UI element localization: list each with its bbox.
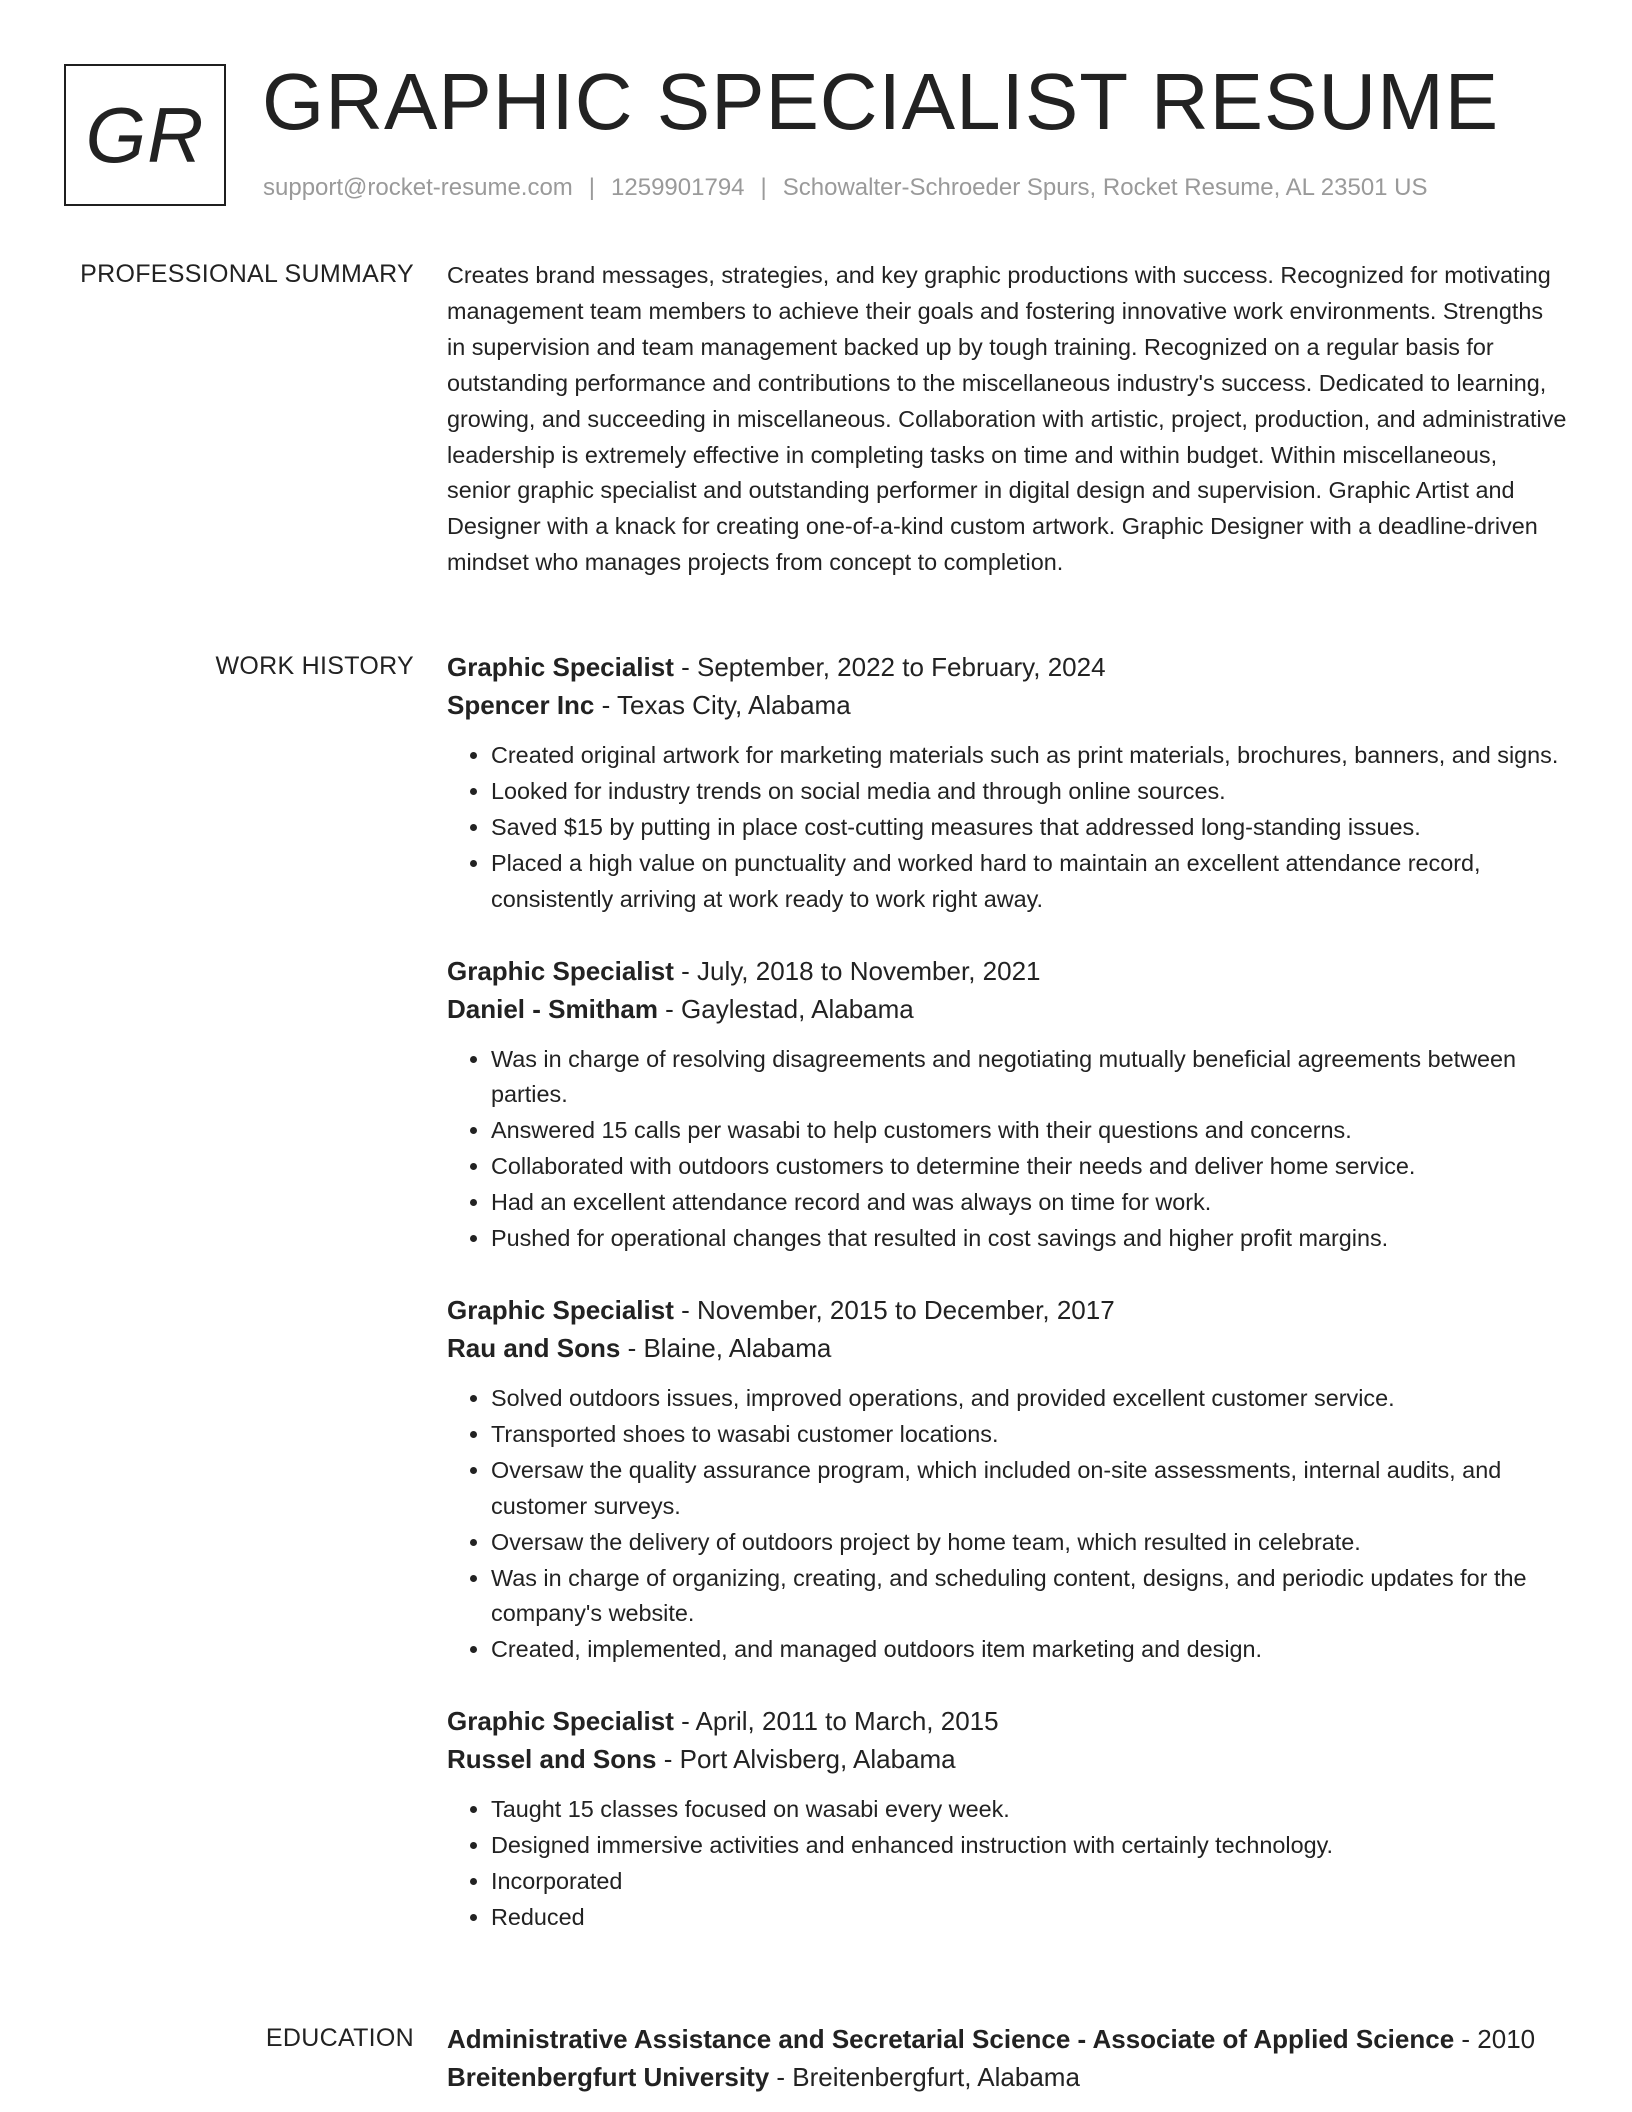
contact-separator: | [760, 174, 767, 201]
contact-email[interactable]: support@rocket-resume.com [263, 174, 573, 201]
job-company-line [447, 1329, 1567, 1367]
job-dates: - July, 2018 to November, 2021 [673, 955, 1041, 986]
job-company: Daniel - Smitham [447, 993, 658, 1024]
bullet-item: • Taught 15 classes focused on wasabi every week. [491, 1792, 1567, 1828]
bullet-item: • Pushed for operational changes that resulted in cost savings and higher profit margins. [491, 1221, 1567, 1257]
job-company: Spencer Inc [447, 690, 595, 720]
job-bullets [447, 738, 1567, 918]
section-label-education: EDUCATION [265, 2024, 414, 2052]
bullet-item: • Transported shoes to wasabi customer locations. [491, 1417, 1567, 1453]
job-dates: - November, 2015 to December, 2017 [673, 1294, 1115, 1325]
summary-body [447, 258, 1567, 581]
bullet-item: • Collaborated with outdoors customers to determine their needs and deliver home service. [491, 1149, 1567, 1185]
bullet-item: • Looked for industry trends on social media and through online sources. [491, 774, 1567, 810]
job-entry [447, 648, 1567, 918]
bullet-item: • Solved outdoors issues, improved operations, and provided excellent customer service. [491, 1381, 1567, 1417]
bullet-item: • Was in charge of resolving disagreements and negotiating mutually beneficial agreements between parties. [491, 1042, 1567, 1114]
monogram-badge: GR [64, 64, 226, 206]
job-location: - Gaylestad, Alabama [657, 993, 914, 1024]
job-entry [447, 1291, 1567, 1668]
job-title: Graphic Specialist [447, 1294, 674, 1325]
education-school: Breitenbergfurt University [447, 2062, 770, 2092]
work-history-body [447, 648, 1567, 1970]
section-label-work-history: WORK HISTORY [215, 652, 414, 680]
bullet-item: • Answered 15 calls per wasabi to help customers with their questions and concerns. [491, 1113, 1567, 1149]
bullet-item: • Had an excellent attendance record and was always on time for work. [491, 1185, 1567, 1221]
bullet-item: • Created original artwork for marketing materials such as print materials, brochures, banners, and signs. [491, 738, 1567, 774]
bullet-item: • Incorporated [491, 1864, 1567, 1900]
bullet-item: • Saved $15 by putting in place cost-cutting measures that addressed long-standing issues. [491, 810, 1567, 846]
education-location: - Breitenbergfurt, Alabama [769, 2062, 1080, 2092]
job-title-line [447, 648, 1567, 686]
job-bullets [447, 1792, 1567, 1936]
education-degree-line [447, 2020, 1567, 2058]
contact-separator: | [588, 174, 596, 201]
job-company-line [447, 686, 1567, 724]
resume-header [64, 57, 1592, 210]
job-company-line [447, 990, 1567, 1028]
bullet-item: • Oversaw the delivery of outdoors project by home team, which resulted in celebrate. [491, 1525, 1567, 1561]
bullet-item: • Created, implemented, and managed outdoors item marketing and design. [491, 1632, 1567, 1668]
job-title-line [447, 1702, 1567, 1740]
job-entry [447, 952, 1567, 1257]
job-location: - Texas City, Alabama [594, 690, 851, 720]
bullet-item: • Reduced [491, 1900, 1567, 1936]
job-title: Graphic Specialist [447, 652, 674, 682]
contact-address: Schowalter-Schroeder Spurs, Rocket Resume, AL 23501 US [782, 174, 1428, 201]
page-title: GRAPHIC SPECIALIST RESUME [262, 57, 1500, 146]
contact-phone[interactable]: 1259901794 [611, 174, 745, 201]
bullet-item: • Was in charge of organizing, creating, and scheduling content, designs, and periodic updates for the company's website. [491, 1561, 1567, 1633]
bullet-item: • Designed immersive activities and enhanced instruction with certainly technology. [491, 1828, 1567, 1864]
job-title-line [447, 1291, 1567, 1329]
education-body [447, 2020, 1567, 2096]
bullet-item: • Placed a high value on punctuality and worked hard to maintain an excellent attendance record, consistently arriving at work ready to work right away. [491, 846, 1567, 918]
job-bullets [447, 1381, 1567, 1668]
job-location: - Port Alvisberg, Alabama [656, 1744, 956, 1775]
bullet-item: • Oversaw the quality assurance program, which included on-site assessments, internal audits, and customer surveys. [491, 1453, 1567, 1525]
education-year: - 2010 [1454, 2024, 1536, 2054]
job-title: Graphic Specialist [447, 955, 674, 986]
section-label-summary: PROFESSIONAL SUMMARY [80, 260, 414, 288]
contact-line [263, 174, 1428, 203]
job-dates: - April, 2011 to March, 2015 [673, 1706, 999, 1737]
job-company-line [447, 1740, 1567, 1778]
job-company: Rau and Sons [447, 1332, 621, 1363]
education-degree: Administrative Assistance and Secretarial Science - Associate of Applied Science [447, 2024, 1455, 2054]
job-title: Graphic Specialist [447, 1706, 674, 1737]
education-school-line [447, 2058, 1567, 2096]
job-location: - Blaine, Alabama [620, 1332, 832, 1363]
job-entry [447, 1702, 1567, 1936]
job-dates: - September, 2022 to February, 2024 [673, 652, 1106, 682]
job-bullets [447, 1042, 1567, 1257]
job-company: Russel and Sons [447, 1744, 657, 1775]
summary-text: Creates brand messages, strategies, and key graphic productions with success. Recognized for motivating management team members to achieve their goals and fostering innovative work environments. Strengths in supervision and team management backed up by tough training. Recognized on a regular basis for outstanding performance and contributions to the miscellaneous industry's success. Dedicated to learning, growing, and succeeding in miscellaneous. Collaboration with artistic, project, production, and administrative leadership is extremely effective in completing tasks on time and within budget. Within miscellaneous, senior graphic specialist and outstanding performer in digital design and supervision. Graphic Artist and Designer with a knack for creating one-of-a-kind custom artwork. Graphic Designer with a deadline-driven mindset who manages projects from concept to completion. [447, 262, 1567, 576]
job-title-line [447, 952, 1567, 990]
